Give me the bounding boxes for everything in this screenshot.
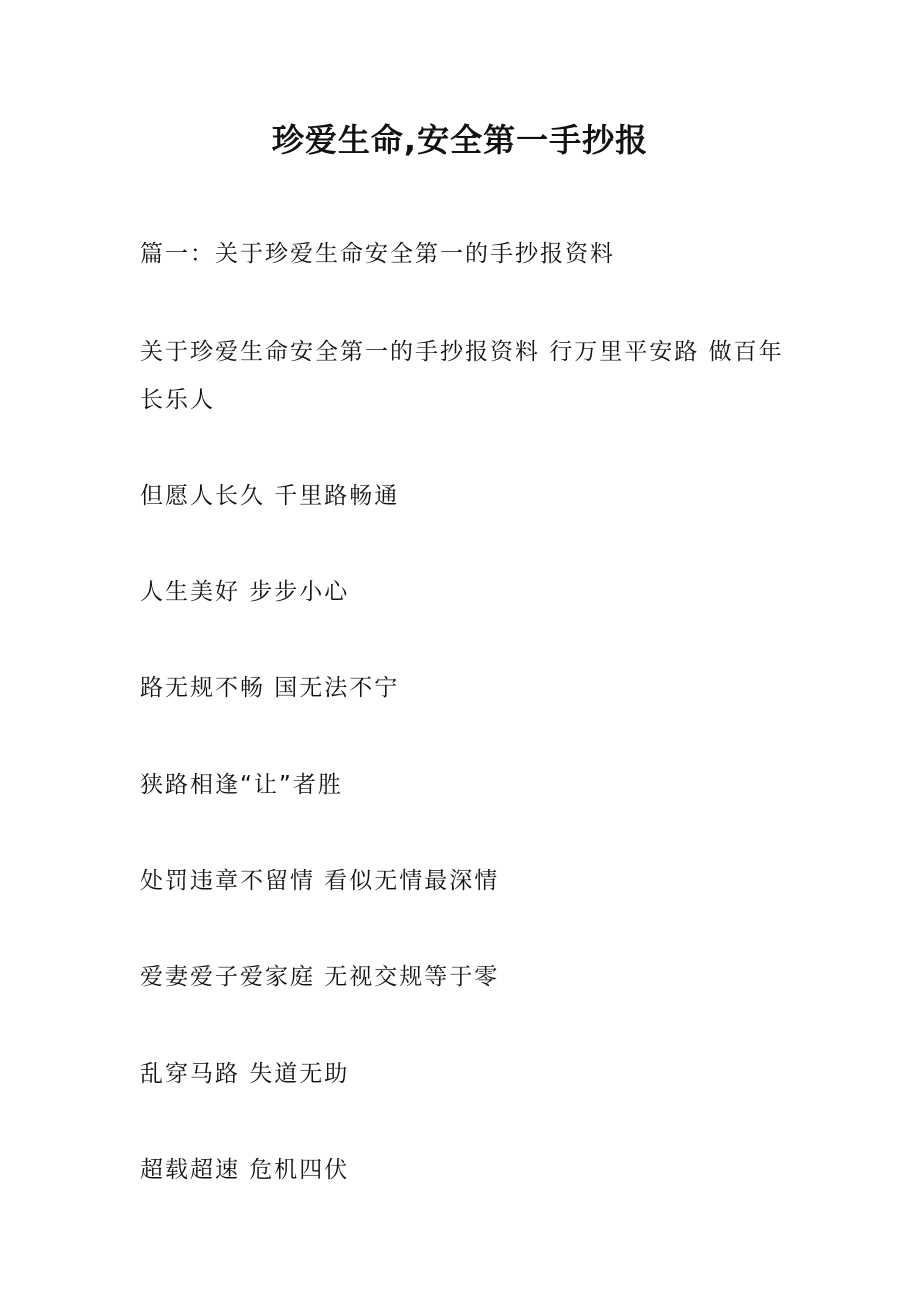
paragraph-7: 爱妻爱子爱家庭 无视交规等于零 [140, 964, 500, 990]
paragraph-4: 路无规不畅 国无法不宁 [140, 675, 400, 701]
section-heading: 篇一：关于珍爱生命安全第一的手抄报资料 [140, 241, 615, 267]
paragraph-6: 处罚违章不留情 看似无情最深情 [140, 868, 500, 894]
paragraph-3: 人生美好 步步小心 [140, 579, 350, 605]
paragraph-5: 狭路相逢“让”者胜 [140, 772, 343, 798]
paragraph-9: 超载超速 危机四伏 [140, 1157, 350, 1183]
paragraph-1: 关于珍爱生命安全第一的手抄报资料 行万里平安路 做百年长乐人 [140, 339, 784, 413]
page-title: 珍爱生命,安全第一手抄报 [271, 121, 649, 159]
paragraph-8: 乱穿马路 失道无助 [140, 1061, 350, 1087]
paragraph-2: 但愿人长久 千里路畅通 [140, 483, 400, 509]
